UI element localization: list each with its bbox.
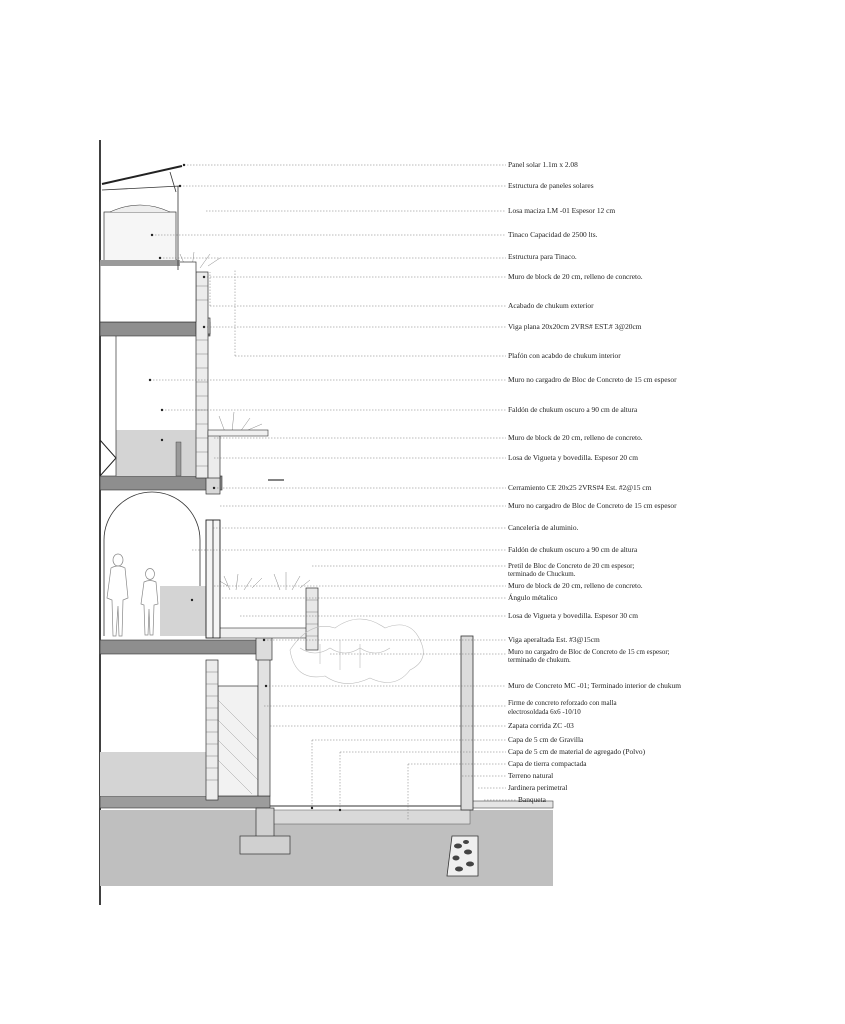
label-losa-maciza: Losa maciza LM -01 Espesor 12 cm — [508, 206, 616, 215]
facade-zigzag — [100, 440, 116, 476]
upper-block-wall — [196, 272, 208, 478]
label-agregado: Capa de 5 cm de material de agregado (Polvo) — [508, 747, 646, 756]
ground-fill-layer — [270, 810, 470, 824]
human-figures — [107, 554, 158, 636]
parapet-block-wall — [208, 432, 220, 478]
label-zapata: Zapata corrida ZC -03 — [508, 721, 574, 730]
label-faldon-2: Faldón de chukum oscuro a 90 cm de altura — [508, 545, 638, 554]
label-terreno: Terreno natural — [508, 771, 554, 780]
label-gravilla: Capa de 5 cm de Gravilla — [508, 735, 584, 744]
label-firme-line-2: electrosoldada 6x6 -10/10 — [508, 708, 581, 716]
label-pretil-line-2: terminado de Chuckum. — [508, 570, 576, 578]
terrace-deck — [218, 628, 310, 638]
label-banqueta: Banqueta — [518, 795, 546, 804]
water-tank-stand — [100, 262, 196, 322]
solar-panel — [102, 166, 182, 184]
roof-terrace-slab — [208, 430, 268, 436]
second-floor-slab — [100, 640, 270, 654]
label-viga-plana: Viga plana 20x20cm 2VRS# EST.# 3@20cm — [508, 322, 642, 331]
terrace-pretil — [306, 588, 318, 650]
footing-base — [240, 836, 290, 854]
ground-block-wall — [206, 660, 218, 800]
upper-floor-slab — [100, 322, 210, 336]
label-estructura-tinaco: Estructura para Tinaco. — [508, 252, 577, 261]
label-muro-block-3: Muro de block de 20 cm, relleno de concreto. — [508, 581, 643, 590]
label-muro-concreto: Muro de Concreto MC -01; Terminado interior de chukum — [508, 681, 681, 690]
label-jardinera: Jardinera perimetral — [508, 783, 568, 792]
label-canceleria: Cancelería de aluminio. — [508, 523, 579, 532]
label-tierra: Capa de tierra compactada — [508, 759, 587, 768]
solar-structure-3 — [102, 186, 180, 190]
solar-structure-1 — [170, 172, 176, 192]
water-tank-top — [110, 205, 170, 212]
label-plafon: Plafón con acabdo de chukum interior — [508, 351, 621, 360]
label-viga-aperaltada: Viga aperaltada Est. #3@15cm — [508, 635, 600, 644]
label-muro-block-2: Muro de block de 20 cm, relleno de concreto. — [508, 433, 643, 442]
roof-slab — [100, 260, 180, 266]
cerramiento-beam — [206, 476, 220, 494]
label-losa-vigueta-2: Losa de Vigueta y bovedilla. Espesor 30 cm — [508, 611, 638, 620]
label-cerramiento: Cerramiento CE 20x25 2VRS#4 Est. #2@15 cm — [508, 483, 652, 492]
label-panel-solar: Panel solar 1.1m x 2.08 — [508, 160, 578, 169]
middle-floor-interior-lower — [160, 586, 206, 636]
ground-floor-interior-lower — [100, 752, 206, 796]
label-angulo: Ángulo métalico — [508, 593, 558, 602]
label-muro-no-cargado-1: Muro no cargadro de Bloc de Concreto de 15 cm espesor — [508, 375, 677, 384]
water-tank — [104, 212, 176, 262]
planter-wall — [461, 636, 473, 810]
upper-floor-interior-lower — [116, 430, 204, 476]
label-acabado-chukum: Acabado de chukum exterior — [508, 301, 594, 310]
label-faldon-1: Faldón de chukum oscuro a 90 cm de altura — [508, 405, 638, 414]
label-muro-no-cargado-3b: terminado de chukum. — [508, 656, 571, 664]
label-tinaco: Tinaco Capacidad de 2500 lts. — [508, 230, 598, 239]
ground-floor-door — [218, 686, 258, 796]
label-muro-block-1: Muro de block de 20 cm, relleno de concreto. — [508, 272, 643, 281]
label-estructura-paneles: Estructura de paneles solares — [508, 181, 594, 190]
label-muro-no-cargado-2: Muro no cargadro de Bloc de Concreto de 15 cm espesor — [508, 501, 677, 510]
ground-floor-slab — [100, 796, 270, 808]
label-firme-line-1: Firme de concreto reforzado con malla — [508, 699, 617, 707]
label-muro-no-cargado-3a: Muro no cargadro de Bloc de Concreto de 15 cm espesor; — [508, 648, 670, 656]
concrete-wall-mc — [258, 642, 270, 796]
footing-pedestal — [256, 808, 274, 838]
label-losa-vigueta-1: Losa de Vigueta y bovedilla. Espesor 20 cm — [508, 453, 638, 462]
faldon-upper — [176, 442, 181, 476]
label-pretil-line-1: Pretil de Bloc de Concreto de 20 cm espesor; — [508, 562, 635, 570]
